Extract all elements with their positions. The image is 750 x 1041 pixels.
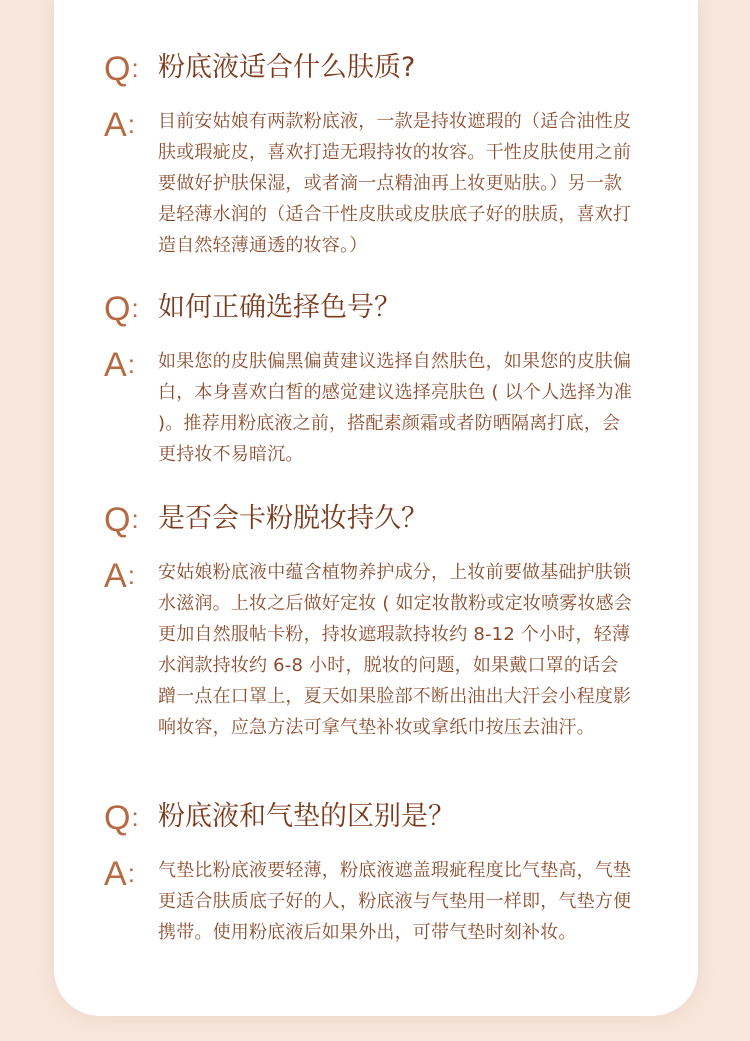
question-text: 粉底液适合什么肤质? [158,52,416,83]
faq-item [104,793,664,948]
question-marker: Q: [104,501,139,539]
question-text: 是否会卡粉脱妆持久？ [158,503,428,534]
answer-marker: A: [104,855,135,893]
answer-text: 如果您的皮肤偏黑偏黄建议选择自然肤色，如果您的皮肤偏白，本身喜欢白皙的感觉建议选择亮肤色 ( 以个人选择为准 )。推荐用粉底液之前，搭配素颜霜或者防晒隔离打底，会更持妆不易暗沉。 [158,351,633,465]
answer-marker: A: [104,106,135,144]
answer-text: 目前安姑娘有两款粉底液，一款是持妆遮瑕的（适合油性皮肤或瑕疵皮，喜欢打造无瑕持妆的妆容。干性皮肤使用之前要做好护肤保湿，或者滴一点精油再上妆更贴肤。）另一款是轻薄水润的（适合干性皮肤或皮肤底子好的肤质，喜欢打造自然轻薄通透的妆容。） [158,111,632,256]
question-text: 如何正确选择色号？ [158,292,401,323]
answer-marker: A: [104,557,135,595]
faq-item [104,44,664,261]
question-marker: Q: [104,799,139,837]
question-marker: Q: [104,50,139,88]
faq-item [104,495,664,743]
answer-marker: A: [104,346,135,384]
answer-text: 气垫比粉底液要轻薄，粉底液遮盖瑕疵程度比气垫高，气垫更适合肤质底子好的人，粉底液与气垫用一样即，气垫方便携带。使用粉底液后如果外出，可带气垫时刻补妆。 [158,860,632,943]
question-text: 粉底液和气垫的区别是？ [158,801,455,832]
question-marker: Q: [104,290,139,328]
answer-text: 安姑娘粉底液中蕴含植物养护成分，上妆前要做基础护肤锁水滋润。上妆之后做好定妆 ( 如定妆散粉或定妆喷雾妆感会更加自然服帖卡粉，持妆遮瑕款持妆约 8-12 个小时，轻薄水润款持妆约 6-8 小时，脱妆的问题，如果戴口罩的话会蹭一点在口罩上，夏天如果脸部不断出油出大汗会小程度影响妆容，应急方法可拿气垫补妆或拿纸巾按压去油汗。 [158,562,633,738]
faq-item [104,284,664,470]
